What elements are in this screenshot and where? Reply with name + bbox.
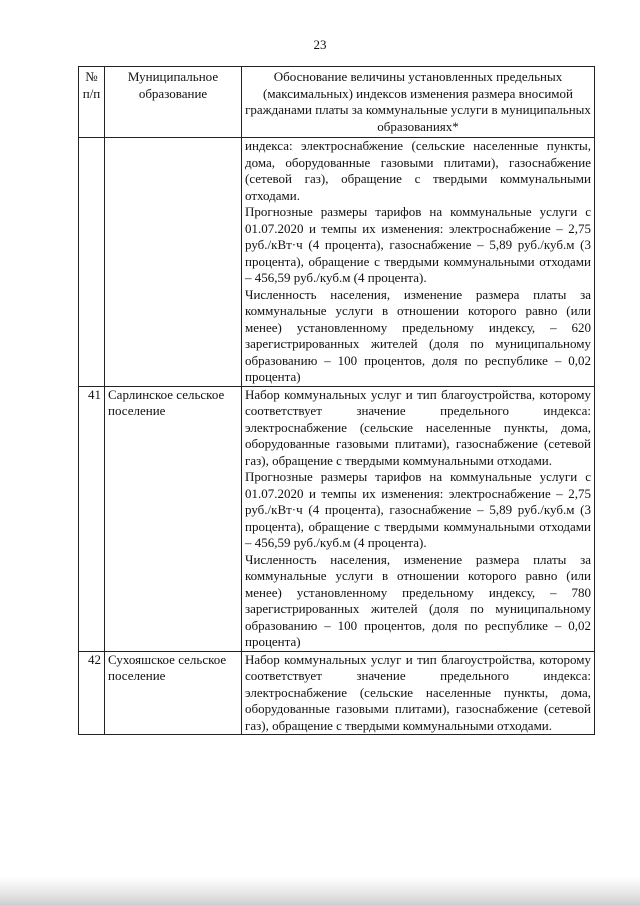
municipality-name: Сухояшское сельское поселение: [105, 651, 242, 735]
justification-paragraph: Прогнозные размеры тарифов на коммунальные услуги с 01.07.2020 и темпы их изменения: электроснабжение – 2,75 руб./кВт·ч (4 процента), газоснабжение – 5,89 руб./куб.м (3 процента), обращение с твердыми коммунальными отходами – 456,59 руб./куб.м (4 процента).: [245, 204, 591, 285]
justification-cell: [242, 138, 595, 387]
justification-paragraph: Набор коммунальных услуг и тип благоустройства, которому соответствует значение предельного индекса: электроснабжение (сельские населенные пункты, дома, оборудованные газовыми плитами), газоснабжение (сетевой газ), обращение с твердыми коммунальными отходами.: [245, 386, 591, 468]
table-row: [79, 138, 595, 387]
justification-paragraph: индекса: электроснабжение (сельские населенные пункты, дома, оборудованные газовыми плитами), газоснабжение (сетевой газ), обращение с твердыми коммунальными отходами.: [245, 138, 591, 203]
scan-bottom-shadow: [0, 877, 640, 905]
justification-paragraph: Прогнозные размеры тарифов на коммунальные услуги с 01.07.2020 и темпы их изменения: электроснабжение – 2,75 руб./кВт·ч (4 процента), газоснабжение – 5,89 руб./куб.м (3 процента), обращение с твердыми коммунальными отходами – 456,59 руб./куб.м (4 процента).: [245, 469, 591, 550]
header-justification: Обоснование величины установленных предельных (максимальных) индексов изменения размера вносимой гражданами платы за коммунальные услуги в муниципальных образованиях*: [242, 67, 595, 138]
table-row: [79, 651, 595, 735]
justification-cell: [242, 386, 595, 651]
justification-paragraph: Численность населения, изменение размера платы за коммунальные услуги в отношении которого равно (или менее) установленному предельному индексу, – 620 зарегистрированных жителей (доля по муниципальному образованию – 100 процентов, доля по республике – 0,02 процента): [245, 286, 591, 384]
justification-paragraph: Набор коммунальных услуг и тип благоустройства, которому соответствует значение предельного индекса: электроснабжение (сельские населенные пункты, дома, оборудованные газовыми плитами), газоснабжение (сетевой газ), обращение с твердыми коммунальными отходами.: [245, 651, 591, 733]
page-number: 23: [313, 37, 327, 52]
table-header-row: [79, 67, 595, 138]
header-municipality: Муниципальное образование: [105, 67, 242, 138]
row-number: 42: [79, 651, 105, 735]
tariff-table: [78, 66, 595, 735]
table-row: [79, 386, 595, 651]
justification-paragraph: Численность населения, изменение размера платы за коммунальные услуги в отношении которого равно (или менее) установленному предельному индексу, – 780 зарегистрированных жителей (доля по муниципальному образованию – 100 процентов, доля по республике – 0,02 процента): [245, 551, 591, 649]
header-num: № п/п: [79, 67, 105, 138]
row-number: [79, 138, 105, 387]
row-number: 41: [79, 386, 105, 651]
justification-cell: [242, 651, 595, 735]
municipality-name: Сарлинское сельское поселение: [105, 386, 242, 651]
municipality-name: [105, 138, 242, 387]
